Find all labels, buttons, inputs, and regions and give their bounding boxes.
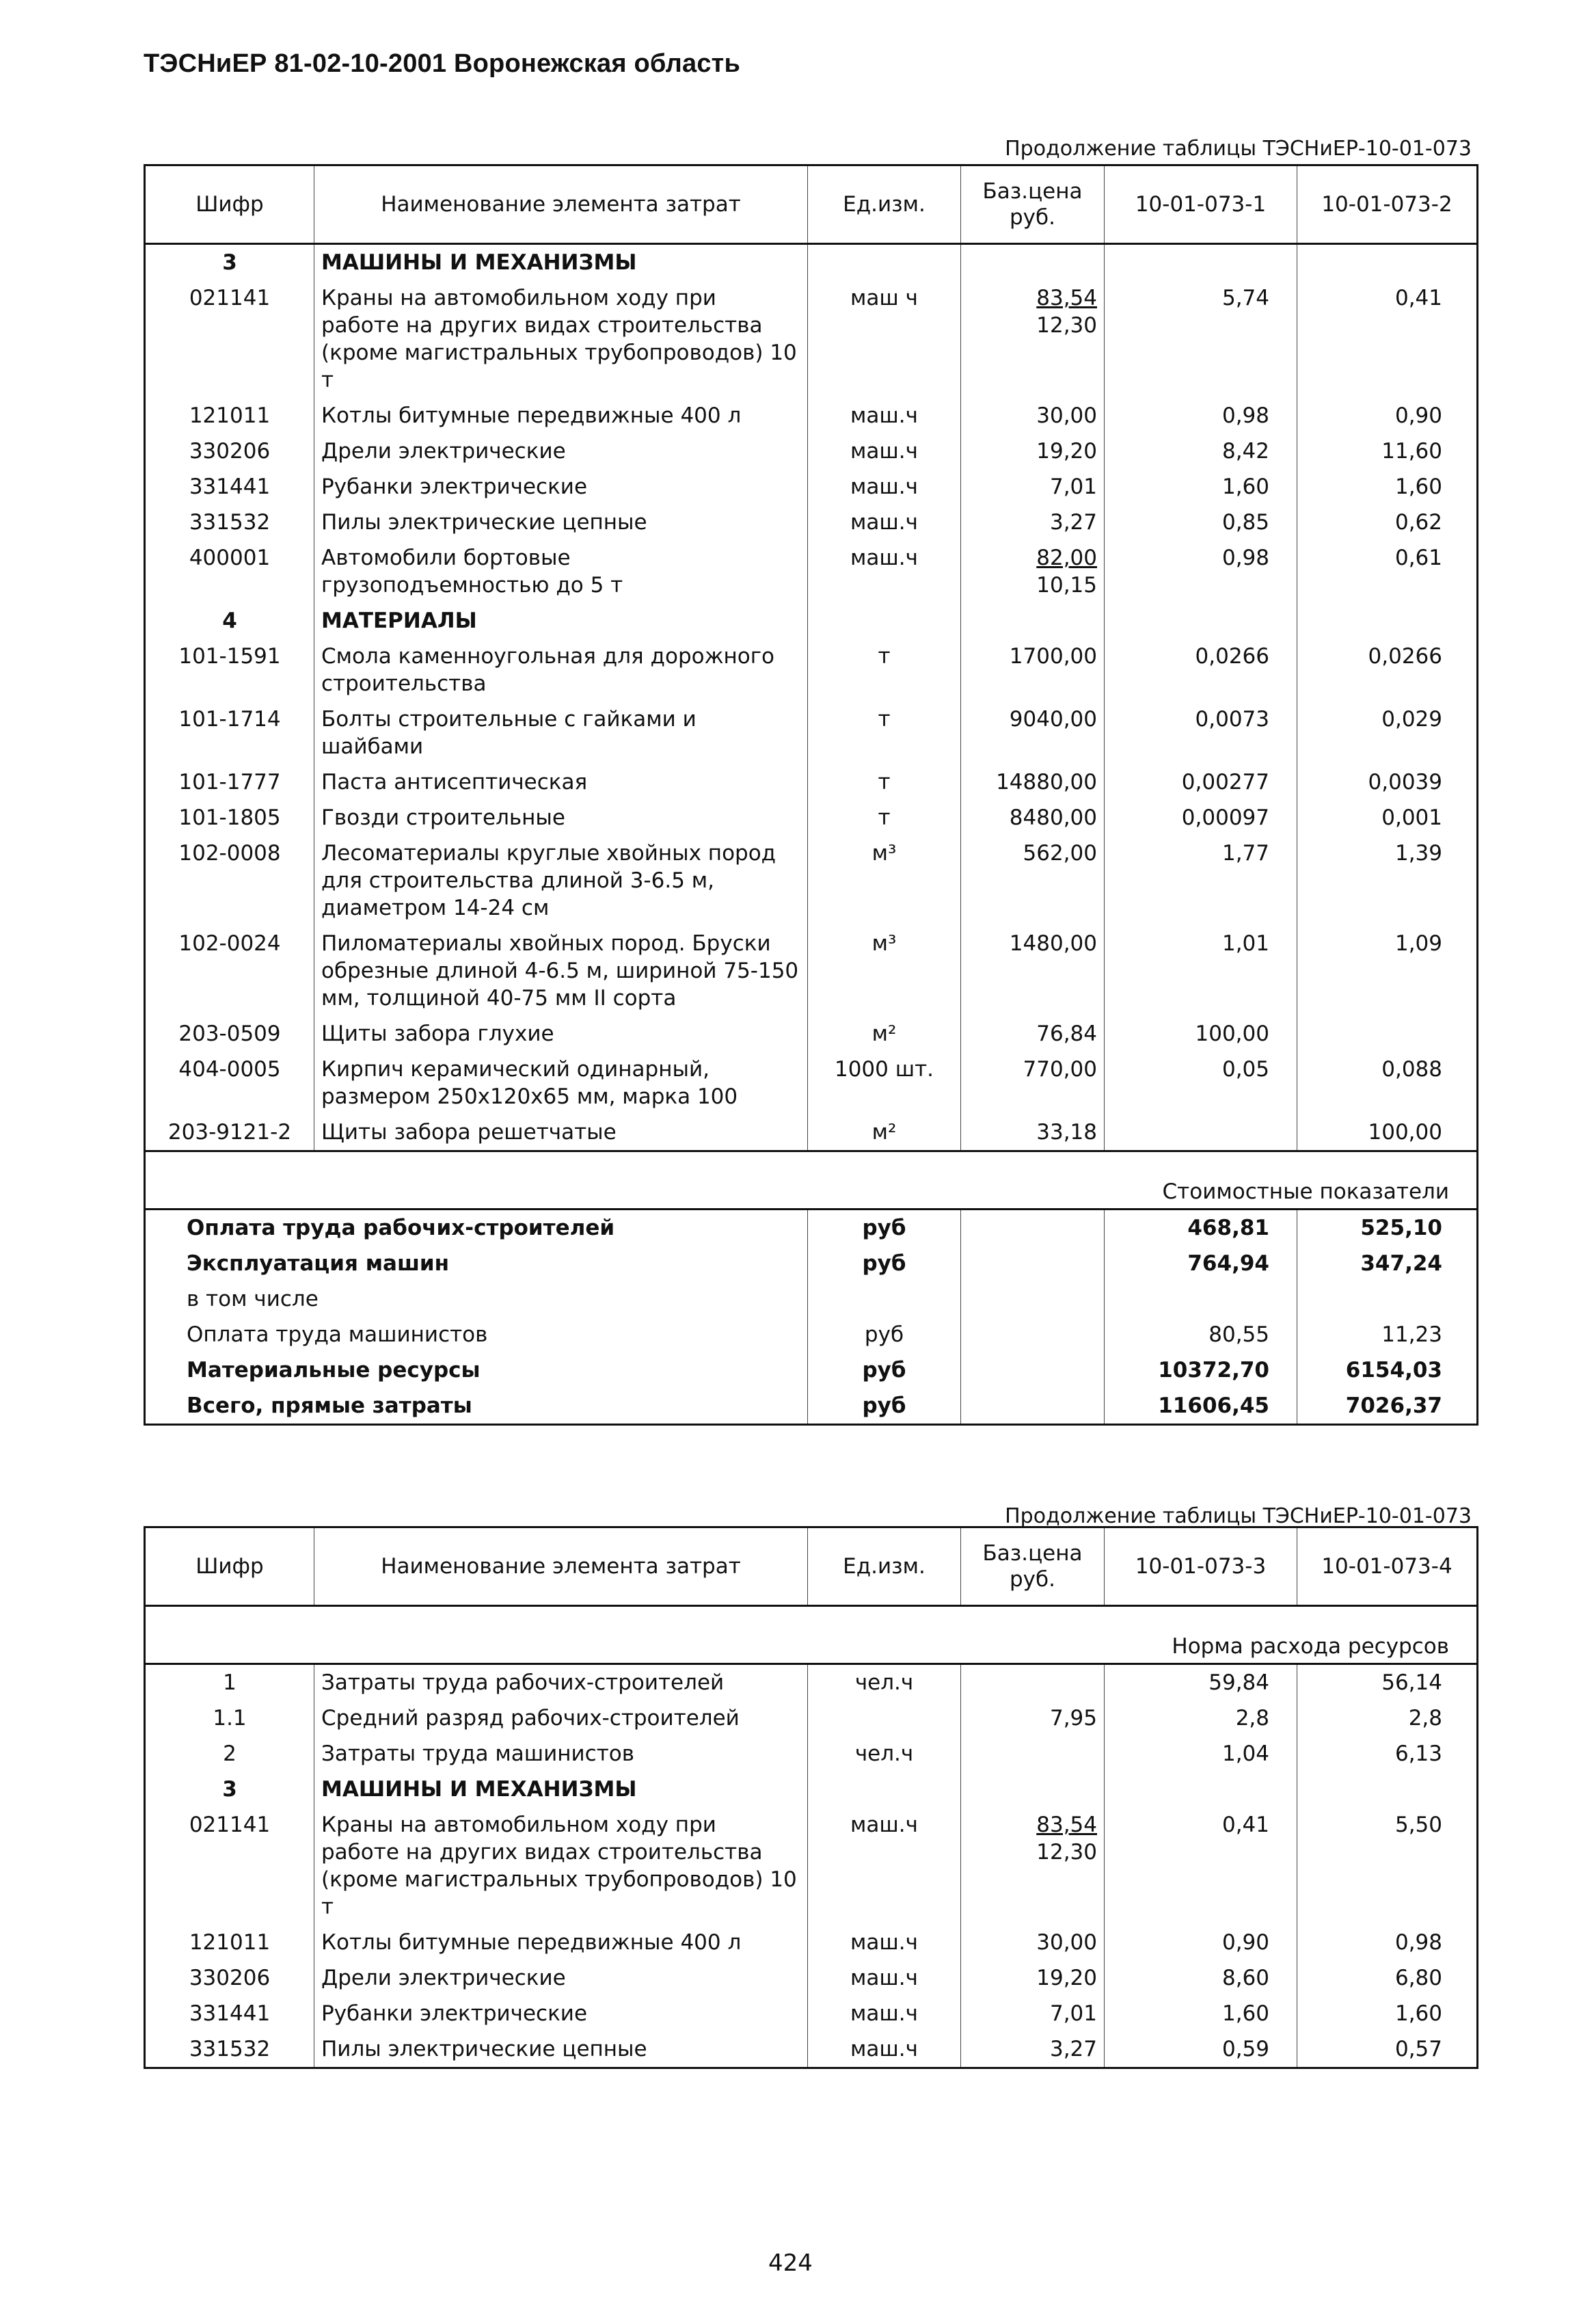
- cost-value-1: 468,81: [1105, 1210, 1297, 1246]
- resource-unit: маш.ч: [808, 1996, 961, 2031]
- norm-value-1: 1,01: [1105, 926, 1297, 1016]
- resource-code: 203-9121-2: [145, 1114, 314, 1151]
- empty-cell: [1297, 603, 1478, 639]
- resource-unit: маш.ч: [808, 540, 961, 603]
- norm-band: Норма расхода ресурсов: [145, 1630, 1478, 1664]
- base-price: 3,27: [961, 2031, 1105, 2068]
- norm-value-1: 1,04: [1105, 1736, 1297, 1772]
- cost-indicators-band-row: [145, 1175, 1478, 1210]
- base-price-total: 82,00: [1036, 546, 1097, 570]
- cost-label: Всего, прямые затраты: [145, 1388, 808, 1425]
- page-number: 424: [768, 2249, 813, 2277]
- norm-value-1: 0,98: [1105, 398, 1297, 433]
- norm-value-2: 1,39: [1297, 836, 1478, 926]
- table-row: [145, 1700, 1478, 1736]
- norm-value-1: 2,8: [1105, 1700, 1297, 1736]
- cost-row: [145, 1352, 1478, 1388]
- resource-name: Лесоматериалы круглые хвойных пород для строительства длиной 3-6.5 м, диаметром 14-24 см: [314, 836, 808, 926]
- base-price: 33,18: [961, 1114, 1105, 1151]
- empty-cell: [1297, 244, 1478, 281]
- resource-unit: м³: [808, 836, 961, 926]
- resource-code: 101-1805: [145, 800, 314, 836]
- resource-name: Средний разряд рабочих-строителей: [314, 1700, 808, 1736]
- resource-code: 101-1591: [145, 639, 314, 702]
- cost-label: Эксплуатация машин: [145, 1246, 808, 1281]
- base-price: [961, 1664, 1105, 1701]
- norm-value-1: 0,41: [1105, 1807, 1297, 1925]
- table-row: [145, 1996, 1478, 2031]
- page-title: ТЭСНиЕР 81-02-10-2001 Воронежская область: [144, 49, 741, 78]
- resource-code: 331441: [145, 469, 314, 505]
- base-price: 3,27: [961, 505, 1105, 540]
- norm-value-2: 11,60: [1297, 433, 1478, 469]
- table-row: [145, 433, 1478, 469]
- section-title: МАШИНЫ И МЕХАНИЗМЫ: [314, 244, 808, 281]
- resource-name: Щиты забора решетчатые: [314, 1114, 808, 1151]
- base-price: [961, 1736, 1105, 1772]
- table-row: [145, 1807, 1478, 1925]
- norm-value-2: 0,61: [1297, 540, 1478, 603]
- norm-value-1: 100,00: [1105, 1016, 1297, 1052]
- cost-row: [145, 1246, 1478, 1281]
- table-row: [145, 764, 1478, 800]
- base-price: 19,20: [961, 433, 1105, 469]
- resource-code: 1.1: [145, 1700, 314, 1736]
- norm-value-2: 0,98: [1297, 1925, 1478, 1960]
- resource-name: Затраты труда машинистов: [314, 1736, 808, 1772]
- cost-label: Оплата труда рабочих-строителей: [145, 1210, 808, 1246]
- empty-cell: [961, 603, 1105, 639]
- section-title: МАШИНЫ И МЕХАНИЗМЫ: [314, 1772, 808, 1807]
- empty-cell: [961, 1317, 1105, 1352]
- resource-unit: маш.ч: [808, 433, 961, 469]
- norm-value-2: 0,0266: [1297, 639, 1478, 702]
- cost-unit: руб: [808, 1317, 961, 1352]
- col-header-name: Наименование элемента затрат: [314, 165, 808, 244]
- norm-value-2: 0,41: [1297, 280, 1478, 398]
- resource-name: Котлы битумные передвижные 400 л: [314, 398, 808, 433]
- table-row: [145, 639, 1478, 702]
- resource-code: 2: [145, 1736, 314, 1772]
- norm-value-1: 0,0266: [1105, 639, 1297, 702]
- base-price: 30,00: [961, 1925, 1105, 1960]
- base-price: 14880,00: [961, 764, 1105, 800]
- resource-unit: маш.ч: [808, 1960, 961, 1996]
- base-price: [961, 280, 1105, 398]
- cost-value-1: 10372,70: [1105, 1352, 1297, 1388]
- base-price: 30,00: [961, 398, 1105, 433]
- resource-code: 330206: [145, 1960, 314, 1996]
- section-number: 3: [145, 1772, 314, 1807]
- table-row: [145, 1016, 1478, 1052]
- norm-value-2: 2,8: [1297, 1700, 1478, 1736]
- table1-continuation-title: Продолжение таблицы ТЭСНиЕР-10-01-073: [1005, 137, 1472, 161]
- resource-unit: м²: [808, 1114, 961, 1151]
- resource-code: 203-0509: [145, 1016, 314, 1052]
- resource-code: 102-0024: [145, 926, 314, 1016]
- resource-table-1: [144, 164, 1478, 1426]
- resource-code: 331441: [145, 1996, 314, 2031]
- table-row: [145, 398, 1478, 433]
- norm-value-2: 0,088: [1297, 1052, 1478, 1114]
- resource-unit: маш.ч: [808, 398, 961, 433]
- base-price-total: 83,54: [1036, 1813, 1097, 1837]
- resource-name: Автомобили бортовые грузоподъемностью до 5 т: [314, 540, 808, 603]
- norm-value-2: 0,029: [1297, 702, 1478, 764]
- table-row: [145, 800, 1478, 836]
- resource-code: 121011: [145, 1925, 314, 1960]
- table-row: [145, 926, 1478, 1016]
- empty-cell: [1297, 1772, 1478, 1807]
- empty-cell: [808, 603, 961, 639]
- norm-value-2: 1,09: [1297, 926, 1478, 1016]
- resource-code: 021141: [145, 280, 314, 398]
- norm-value-1: 1,77: [1105, 836, 1297, 926]
- table-row: [145, 1114, 1478, 1151]
- base-price: 7,01: [961, 1996, 1105, 2031]
- norm-value-1: 1,60: [1105, 1996, 1297, 2031]
- empty-cell: [961, 1388, 1105, 1425]
- base-price: 9040,00: [961, 702, 1105, 764]
- table2-header-row: [145, 1527, 1478, 1606]
- norm-value-2: 0,001: [1297, 800, 1478, 836]
- col-header-variant-2: 10-01-073-2: [1297, 165, 1478, 244]
- table-row: [145, 1052, 1478, 1114]
- base-price: 19,20: [961, 1960, 1105, 1996]
- resource-unit: т: [808, 764, 961, 800]
- empty-cell: [808, 1772, 961, 1807]
- section-row: [145, 244, 1478, 281]
- cost-value-1: [1105, 1281, 1297, 1317]
- resource-code: 404-0005: [145, 1052, 314, 1114]
- base-price: 1700,00: [961, 639, 1105, 702]
- empty-cell: [961, 244, 1105, 281]
- separator-row: [145, 1151, 1478, 1176]
- resource-unit: чел.ч: [808, 1664, 961, 1701]
- col-header-unit: Ед.изм.: [808, 1527, 961, 1606]
- resource-name: Дрели электрические: [314, 1960, 808, 1996]
- norm-value-2: 6,13: [1297, 1736, 1478, 1772]
- section-row: [145, 1772, 1478, 1807]
- col-header-code: Шифр: [145, 1527, 314, 1606]
- norm-value-2: 0,90: [1297, 398, 1478, 433]
- resource-unit: т: [808, 702, 961, 764]
- norm-value-1: 0,90: [1105, 1925, 1297, 1960]
- resource-unit: т: [808, 639, 961, 702]
- col-header-variant-3: 10-01-073-3: [1105, 1527, 1297, 1606]
- col-header-code: Шифр: [145, 165, 314, 244]
- resource-name: Затраты труда рабочих-строителей: [314, 1664, 808, 1701]
- cost-label: в том числе: [145, 1281, 808, 1317]
- separator: [145, 1606, 1478, 1631]
- base-price-total: 83,54: [1036, 286, 1097, 310]
- norm-value-1: 0,85: [1105, 505, 1297, 540]
- empty-cell: [961, 1352, 1105, 1388]
- cost-row: [145, 1388, 1478, 1425]
- table-row: [145, 702, 1478, 764]
- resource-name: Болты строительные с гайками и шайбами: [314, 702, 808, 764]
- norm-value-2: 1,60: [1297, 469, 1478, 505]
- section-row: [145, 603, 1478, 639]
- table-row: [145, 2031, 1478, 2068]
- cost-value-2: 525,10: [1297, 1210, 1478, 1246]
- table1-header-row: [145, 165, 1478, 244]
- empty-cell: [961, 1210, 1105, 1246]
- norm-value-1: 0,00277: [1105, 764, 1297, 800]
- col-header-variant-4: 10-01-073-4: [1297, 1527, 1478, 1606]
- separator: [145, 1151, 1478, 1176]
- table-row: [145, 505, 1478, 540]
- base-price: 1480,00: [961, 926, 1105, 1016]
- section-number: 3: [145, 244, 314, 281]
- resource-unit: т: [808, 800, 961, 836]
- cost-unit: [808, 1281, 961, 1317]
- resource-name: Гвозди строительные: [314, 800, 808, 836]
- norm-band-row: [145, 1630, 1478, 1664]
- table-row: [145, 1960, 1478, 1996]
- resource-name: Краны на автомобильном ходу при работе на других видах строительства (кроме магистральных трубопроводов) 10 т: [314, 1807, 808, 1925]
- cost-row: [145, 1210, 1478, 1246]
- resource-name: Смола каменноугольная для дорожного строительства: [314, 639, 808, 702]
- norm-value-1: 59,84: [1105, 1664, 1297, 1701]
- resource-unit: чел.ч: [808, 1736, 961, 1772]
- resource-name: Кирпич керамический одинарный, размером 250х120х65 мм, марка 100: [314, 1052, 808, 1114]
- cost-unit: руб: [808, 1210, 961, 1246]
- empty-cell: [961, 1246, 1105, 1281]
- empty-cell: [808, 244, 961, 281]
- norm-value-2: 56,14: [1297, 1664, 1478, 1701]
- col-header-unit: Ед.изм.: [808, 165, 961, 244]
- cost-value-2: 7026,37: [1297, 1388, 1478, 1425]
- resource-unit: м²: [808, 1016, 961, 1052]
- norm-value-1: 8,42: [1105, 433, 1297, 469]
- resource-unit: маш.ч: [808, 2031, 961, 2068]
- table-row: [145, 280, 1478, 398]
- cost-unit: руб: [808, 1352, 961, 1388]
- resource-code: 121011: [145, 398, 314, 433]
- norm-value-1: 5,74: [1105, 280, 1297, 398]
- base-price: 7,01: [961, 469, 1105, 505]
- base-price: 770,00: [961, 1052, 1105, 1114]
- resource-code: 331532: [145, 505, 314, 540]
- norm-value-2: 0,57: [1297, 2031, 1478, 2068]
- norm-value-2: 0,0039: [1297, 764, 1478, 800]
- resource-unit: [808, 1700, 961, 1736]
- norm-value-2: 0,62: [1297, 505, 1478, 540]
- norm-value-2: 6,80: [1297, 1960, 1478, 1996]
- cost-unit: руб: [808, 1246, 961, 1281]
- cost-value-1: 11606,45: [1105, 1388, 1297, 1425]
- separator-row: [145, 1606, 1478, 1631]
- resource-name: Краны на автомобильном ходу при работе на других видах строительства (кроме магистральных трубопроводов) 10 т: [314, 280, 808, 398]
- resource-name: Пилы электрические цепные: [314, 505, 808, 540]
- cost-indicators-band: Стоимостные показатели: [145, 1175, 1478, 1210]
- cost-label: Оплата труда машинистов: [145, 1317, 808, 1352]
- table-row: [145, 540, 1478, 603]
- resource-name: Пилы электрические цепные: [314, 2031, 808, 2068]
- table-row: [145, 836, 1478, 926]
- table2-continuation-title: Продолжение таблицы ТЭСНиЕР-10-01-073: [1005, 1504, 1472, 1528]
- norm-value-1: 0,0073: [1105, 702, 1297, 764]
- norm-value-2: 1,60: [1297, 1996, 1478, 2031]
- norm-value-1: 0,98: [1105, 540, 1297, 603]
- norm-value-1: 8,60: [1105, 1960, 1297, 1996]
- table-row: [145, 1664, 1478, 1701]
- norm-value-1: 1,60: [1105, 469, 1297, 505]
- resource-code: 102-0008: [145, 836, 314, 926]
- table-row: [145, 1736, 1478, 1772]
- resource-name: Рубанки электрические: [314, 1996, 808, 2031]
- cost-unit: руб: [808, 1388, 961, 1425]
- cost-label: Материальные ресурсы: [145, 1352, 808, 1388]
- norm-value-1: 0,00097: [1105, 800, 1297, 836]
- resource-unit: м³: [808, 926, 961, 1016]
- resource-table-2: [144, 1526, 1478, 2069]
- table-row: [145, 1925, 1478, 1960]
- cost-value-2: 11,23: [1297, 1317, 1478, 1352]
- base-price-wage: 12,30: [1036, 313, 1097, 338]
- base-price-wage: 10,15: [1036, 573, 1097, 598]
- norm-value-1: 0,59: [1105, 2031, 1297, 2068]
- resource-code: 331532: [145, 2031, 314, 2068]
- resource-code: 021141: [145, 1807, 314, 1925]
- norm-value-2: 100,00: [1297, 1114, 1478, 1151]
- empty-cell: [961, 1281, 1105, 1317]
- base-price-wage: 12,30: [1036, 1840, 1097, 1865]
- empty-cell: [961, 1772, 1105, 1807]
- resource-name: Щиты забора глухие: [314, 1016, 808, 1052]
- cost-value-2: 347,24: [1297, 1246, 1478, 1281]
- cost-value-1: 764,94: [1105, 1246, 1297, 1281]
- base-price: [961, 540, 1105, 603]
- base-price: 8480,00: [961, 800, 1105, 836]
- resource-unit: маш.ч: [808, 469, 961, 505]
- empty-cell: [1105, 244, 1297, 281]
- resource-unit: маш.ч: [808, 1807, 961, 1925]
- resource-code: 101-1714: [145, 702, 314, 764]
- cost-value-2: 6154,03: [1297, 1352, 1478, 1388]
- col-header-price: Баз.цена руб.: [961, 1527, 1105, 1606]
- section-number: 4: [145, 603, 314, 639]
- resource-name: Паста антисептическая: [314, 764, 808, 800]
- col-header-price: Баз.цена руб.: [961, 165, 1105, 244]
- resource-unit: 1000 шт.: [808, 1052, 961, 1114]
- cost-row: [145, 1281, 1478, 1317]
- norm-value-2: [1297, 1016, 1478, 1052]
- base-price: [961, 1807, 1105, 1925]
- col-header-name: Наименование элемента затрат: [314, 1527, 808, 1606]
- resource-unit: маш.ч: [808, 505, 961, 540]
- table-row: [145, 469, 1478, 505]
- resource-unit: маш ч: [808, 280, 961, 398]
- base-price: 562,00: [961, 836, 1105, 926]
- resource-code: 1: [145, 1664, 314, 1701]
- empty-cell: [1105, 1772, 1297, 1807]
- resource-name: Дрели электрические: [314, 433, 808, 469]
- norm-value-2: 5,50: [1297, 1807, 1478, 1925]
- col-header-variant-1: 10-01-073-1: [1105, 165, 1297, 244]
- resource-unit: маш.ч: [808, 1925, 961, 1960]
- resource-code: 400001: [145, 540, 314, 603]
- norm-value-1: 0,05: [1105, 1052, 1297, 1114]
- resource-code: 101-1777: [145, 764, 314, 800]
- cost-row: [145, 1317, 1478, 1352]
- norm-value-1: [1105, 1114, 1297, 1151]
- resource-name: Рубанки электрические: [314, 469, 808, 505]
- section-title: МАТЕРИАЛЫ: [314, 603, 808, 639]
- base-price: 76,84: [961, 1016, 1105, 1052]
- cost-value-2: [1297, 1281, 1478, 1317]
- base-price: 7,95: [961, 1700, 1105, 1736]
- resource-name: Пиломатериалы хвойных пород. Бруски обрезные длиной 4-6.5 м, шириной 75-150 мм, толщиной 40-75 мм II сорта: [314, 926, 808, 1016]
- resource-name: Котлы битумные передвижные 400 л: [314, 1925, 808, 1960]
- empty-cell: [1105, 603, 1297, 639]
- cost-value-1: 80,55: [1105, 1317, 1297, 1352]
- resource-code: 330206: [145, 433, 314, 469]
